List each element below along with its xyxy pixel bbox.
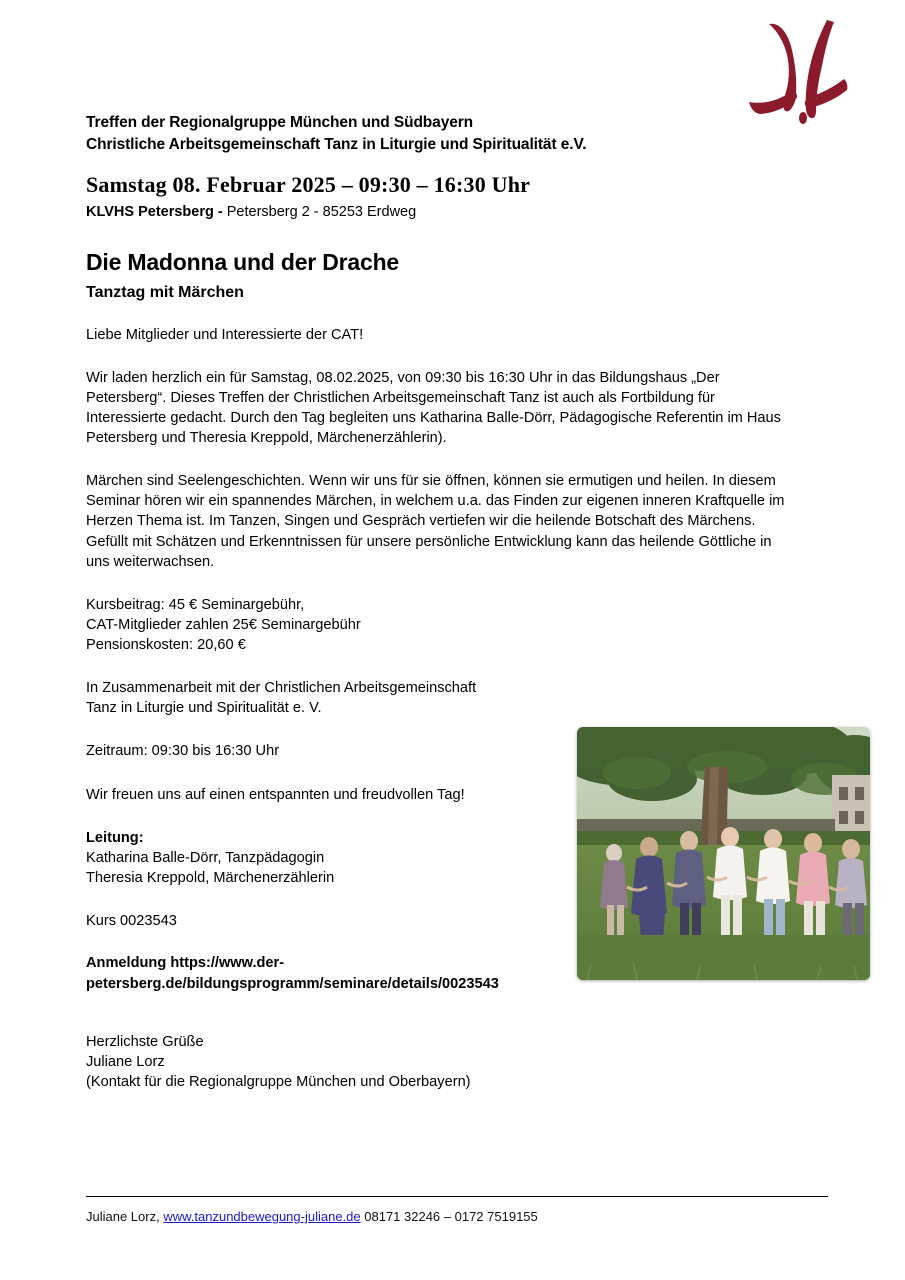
event-date: Samstag 08. Februar 2025 – 09:30 – 16:30 Uhr (86, 172, 531, 197)
costs-line-3: Pensionskosten: 20,60 € (86, 637, 246, 654)
footer-contact: 08171 32246 – 0172 7519155 (360, 1209, 538, 1224)
leitung-label: Leitung: (86, 829, 144, 846)
registration-line-2: petersberg.de/bildungsprogramm/seminare/details/0023543 (86, 975, 499, 992)
costs-block (86, 595, 786, 655)
costs-line-2: CAT-Mitglieder zahlen 25€ Seminargebühr (86, 616, 361, 633)
cooperation-block (86, 678, 556, 718)
registration-link[interactable] (86, 953, 556, 994)
intro-paragraph: Wir laden herzlich ein für Samstag, 08.02.2025, von 09:30 bis 16:30 Uhr in das Bildungshaus „Der Petersberg“. Dieses Treffen der Christlichen Arbeitsgemeinschaft Tanz ist auch als Fortbildung für Interessierte gedacht. Durch den Tag begleiten uns Katharina Balle-Dörr, Pädagogische Referentin im Haus Petersberg und Theresia Kreppold, Märchenerzählerin). (86, 369, 781, 447)
org-line-1: Treffen der Regionalgruppe München und Südbayern (86, 114, 474, 131)
cooperation-line-1: In Zusammenarbeit mit der Christlichen Arbeitsgemeinschaft (86, 680, 477, 697)
footer-name: Juliane Lorz, (86, 1209, 164, 1224)
event-venue (86, 203, 826, 223)
regards-line-1: Herzlichste Grüße (86, 1034, 204, 1051)
regards-line-3: (Kontakt für die Regionalgruppe München und Oberbayern) (86, 1074, 471, 1091)
regards-line-2: Juliane Lorz (86, 1054, 165, 1071)
footer (86, 1209, 538, 1224)
venue-address: Petersberg 2 - 85253 Erdweg (226, 204, 417, 220)
maerchen-paragraph: Märchen sind Seelengeschichten. Wenn wir uns für sie öffnen, können sie ermutigen und heilen. In diesem Seminar hören wir ein spannendes Märchen, in welchem u.a. das Finden zur eigenen inneren Kraftquelle im Herzen Thema ist. Im Tanzen, Singen und Gespräch vertiefen wir die heilende Botschaft des Märchens. Gefüllt mit Schätzen und Erkenntnissen für unsere persönliche Entwicklung kann das heilende Göttliche in uns weiterwachsen. (86, 473, 785, 570)
event-photo (577, 727, 870, 980)
leitung-person-2: Theresia Kreppold, Märchenerzählerin (86, 869, 335, 886)
timeframe: Zeitraum: 09:30 bis 16:30 Uhr (86, 743, 280, 760)
footer-divider (86, 1196, 828, 1197)
course-number: Kurs 0023543 (86, 913, 177, 930)
salutation: Liebe Mitglieder und Interessierte der CAT! (86, 326, 364, 343)
org-line-2: Christliche Arbeitsgemeinschaft Tanz in Liturgie und Spiritualität e.V. (86, 136, 587, 153)
page-subtitle: Tanztag mit Märchen (86, 283, 244, 301)
registration-line-1: Anmeldung https://www.der- (86, 955, 285, 972)
costs-line-1: Kursbeitrag: 45 € Seminargebühr, (86, 596, 305, 613)
page-title: Die Madonna und der Drache (86, 248, 400, 275)
leitung-person-1: Katharina Balle-Dörr, Tanzpädagogin (86, 849, 325, 866)
closing-invite: Wir freuen uns auf einen entspannten und freudvollen Tag! (86, 786, 465, 803)
regards-block (86, 1032, 786, 1092)
venue-name: KLVHS Petersberg - (86, 204, 227, 220)
cooperation-line-2: Tanz in Liturgie und Spiritualität e. V. (86, 700, 322, 717)
leitung-block (86, 828, 556, 888)
organization-heading (86, 112, 826, 156)
footer-website-link[interactable]: www.tanzundbewegung-juliane.de (163, 1209, 361, 1224)
